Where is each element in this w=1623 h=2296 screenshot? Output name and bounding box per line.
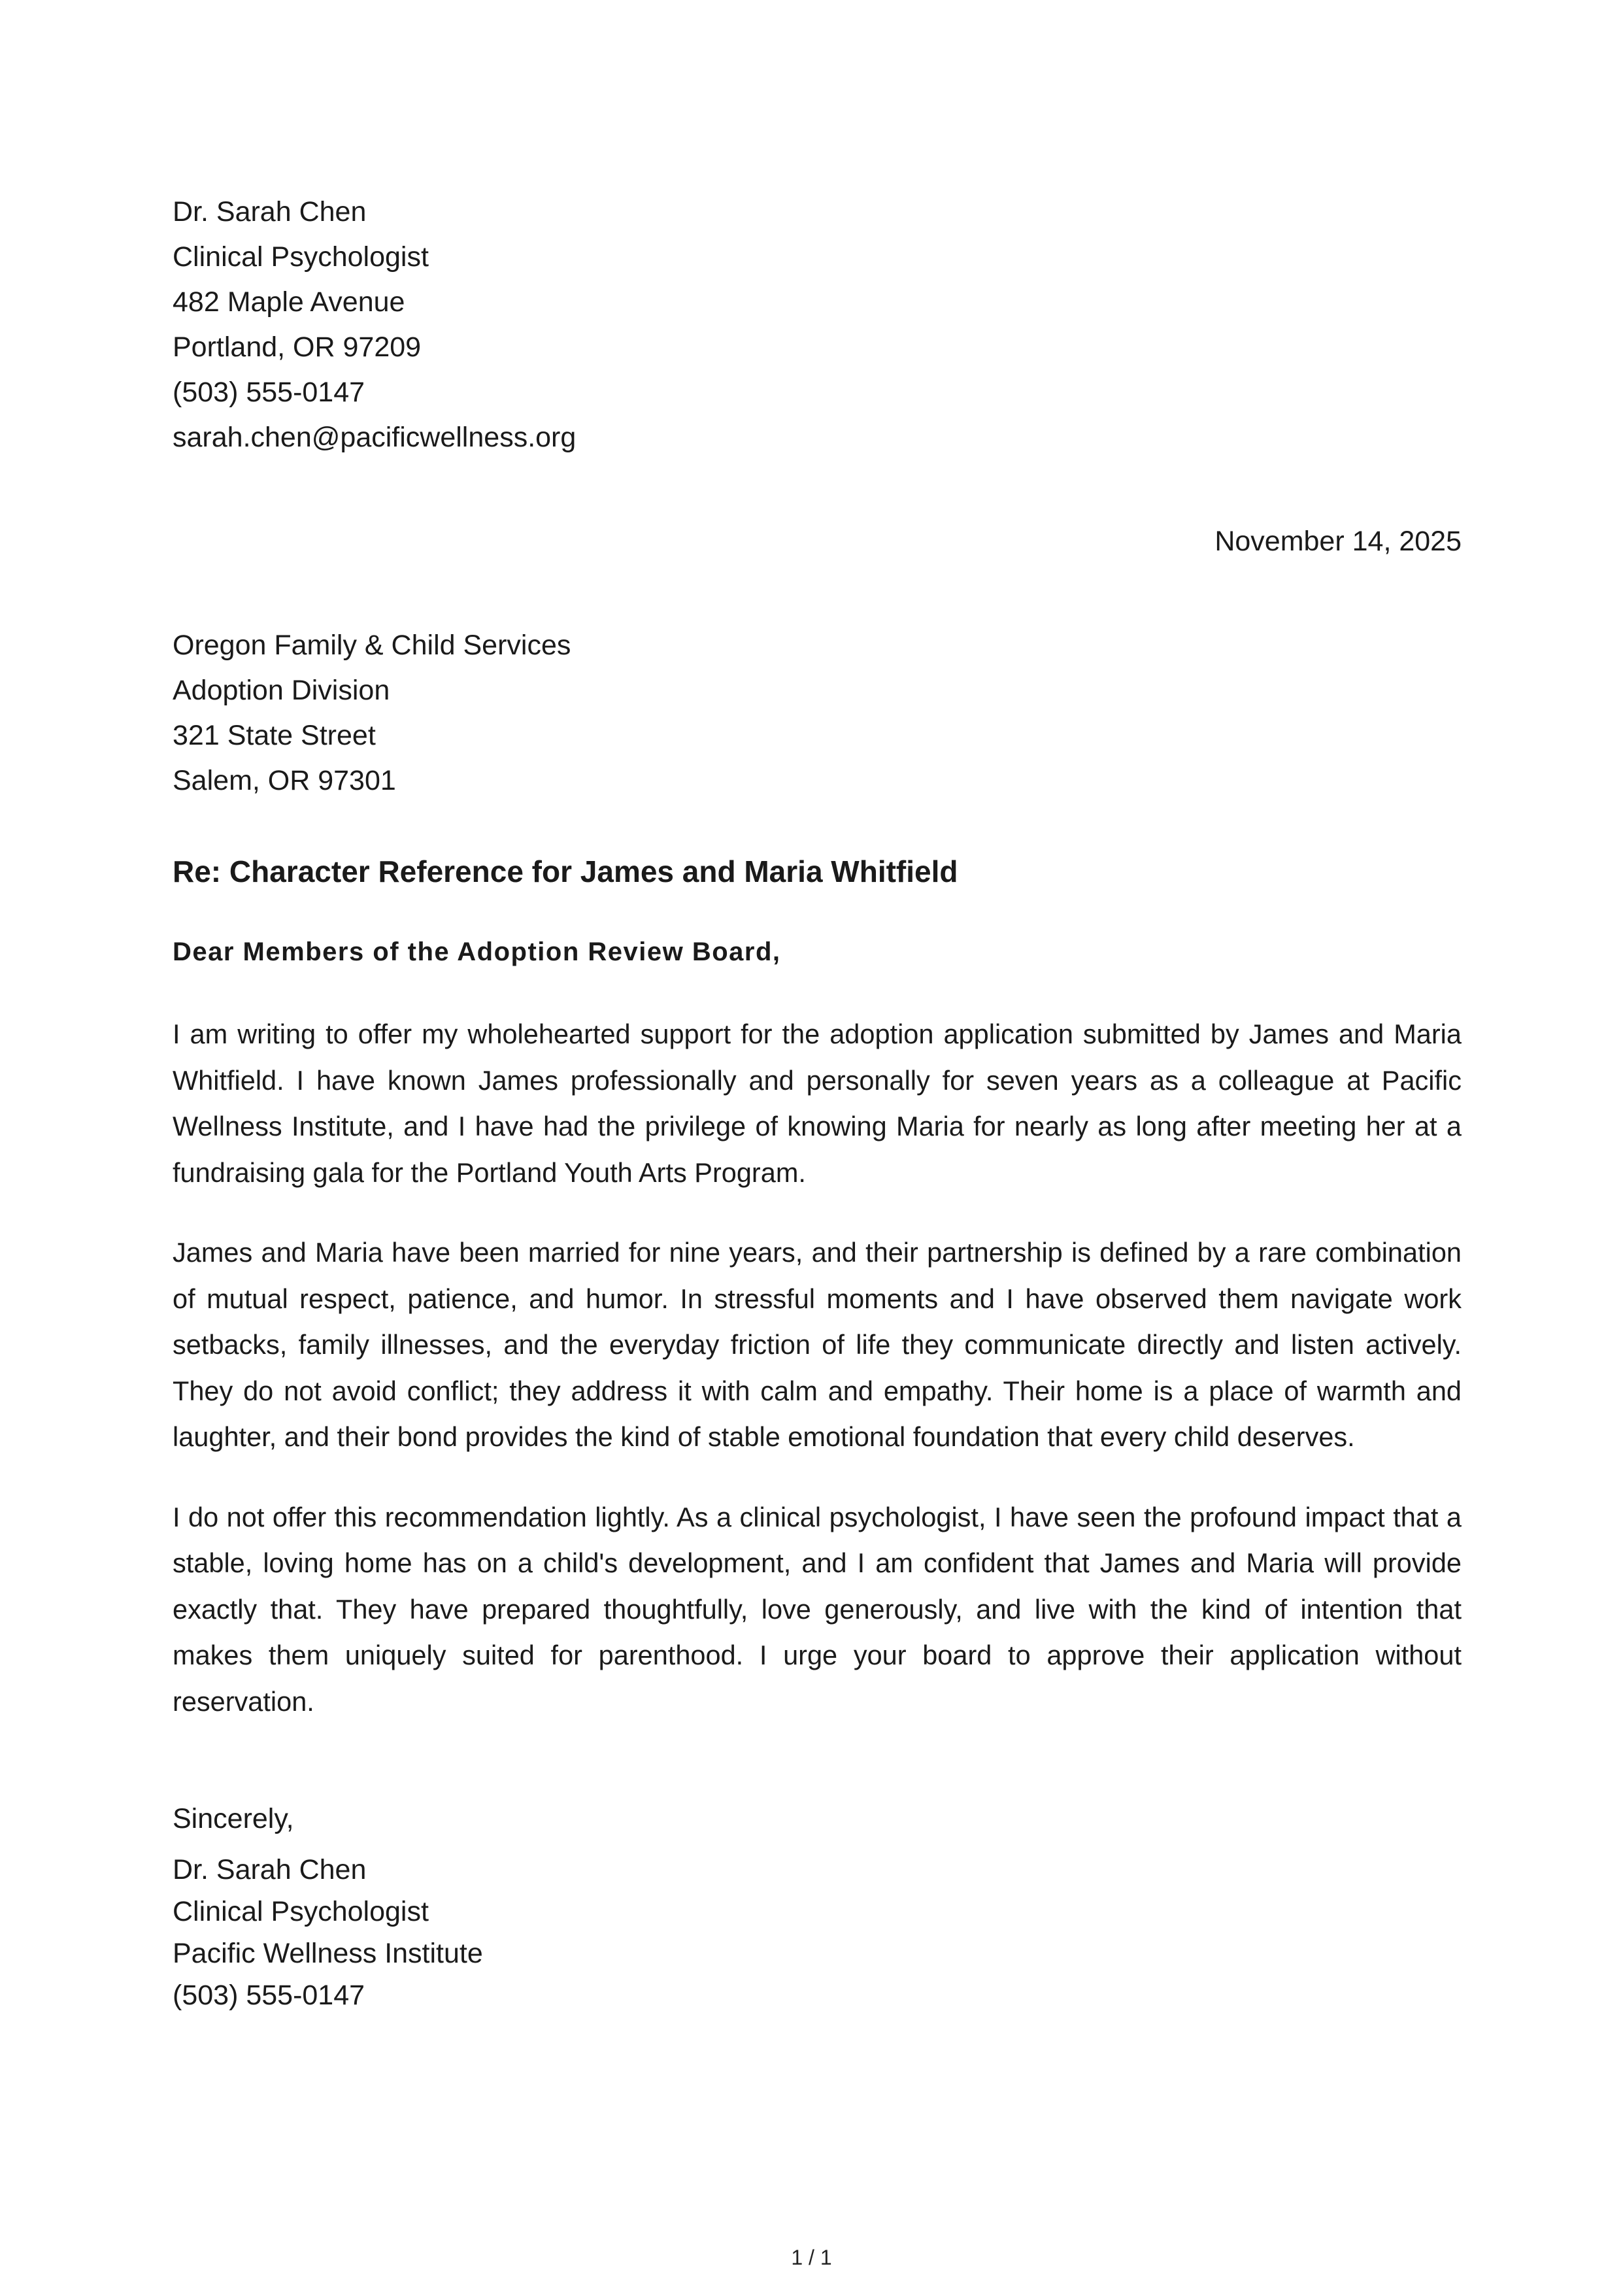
salutation: Dear Members of the Adoption Review Board, (173, 937, 781, 966)
sender-address-block (173, 190, 1462, 460)
body-paragraph-2: James and Maria have been married for nine years, and their partnership is defined by a rare combination of mutual respect, patience, and humor. In stressful moments and I have observed them navigate work setbacks, family illnesses, and the everyday friction of life they communicate directly and listen actively. They do not avoid conflict; they address it with calm and empathy. Their home is a place of warmth and laughter, and their bond provides the kind of stable emotional foundation that every child deserves. (173, 1237, 1462, 1452)
recipient-street: 321 State Street (173, 720, 376, 751)
signature-organization: Pacific Wellness Institute (173, 1938, 483, 1969)
signature-phone: (503) 555-0147 (173, 1980, 365, 2011)
sender-street: 482 Maple Avenue (173, 286, 405, 318)
signature-title: Clinical Psychologist (173, 1896, 429, 1927)
subject-line: Re: Character Reference for James and Maria Whitfield (173, 854, 958, 888)
sender-name: Dr. Sarah Chen (173, 196, 367, 228)
sender-city-state-zip: Portland, OR 97209 (173, 331, 422, 363)
sender-email: sarah.chen@pacificwellness.org (173, 422, 577, 453)
letter-content (173, 190, 1462, 2016)
sender-phone: (503) 555-0147 (173, 377, 365, 408)
signature-block (173, 1849, 1462, 2016)
recipient-city-state-zip: Salem, OR 97301 (173, 765, 396, 796)
sender-title: Clinical Psychologist (173, 241, 429, 273)
body-paragraph-1: I am writing to offer my wholehearted support for the adoption application submitted by James and Maria Whitfield. I have known James professionally and personally for seven years as a colleague at Pacific Wellness Institute, and I have had the privilege of knowing Maria for nearly as long after meeting her at a fundraising gala for the Portland Youth Arts Program. (173, 1019, 1462, 1188)
recipient-division: Adoption Division (173, 675, 390, 706)
recipient-address-block (173, 623, 1462, 803)
signature-name: Dr. Sarah Chen (173, 1854, 367, 1885)
recipient-organization: Oregon Family & Child Services (173, 630, 571, 661)
valediction: Sincerely, (173, 1803, 294, 1834)
page-number: 1 / 1 (791, 2246, 832, 2269)
body-paragraph-3: I do not offer this recommendation lightly. As a clinical psychologist, I have seen the profound impact that a stable, loving home has on a child's development, and I am confident that James and Maria will provide exactly that. They have prepared thoughtfully, love generously, and live with the kind of intention that makes them uniquely suited for parenthood. I urge your board to approve their application without reservation. (173, 1501, 1462, 1717)
letter-date: November 14, 2025 (1214, 526, 1462, 557)
